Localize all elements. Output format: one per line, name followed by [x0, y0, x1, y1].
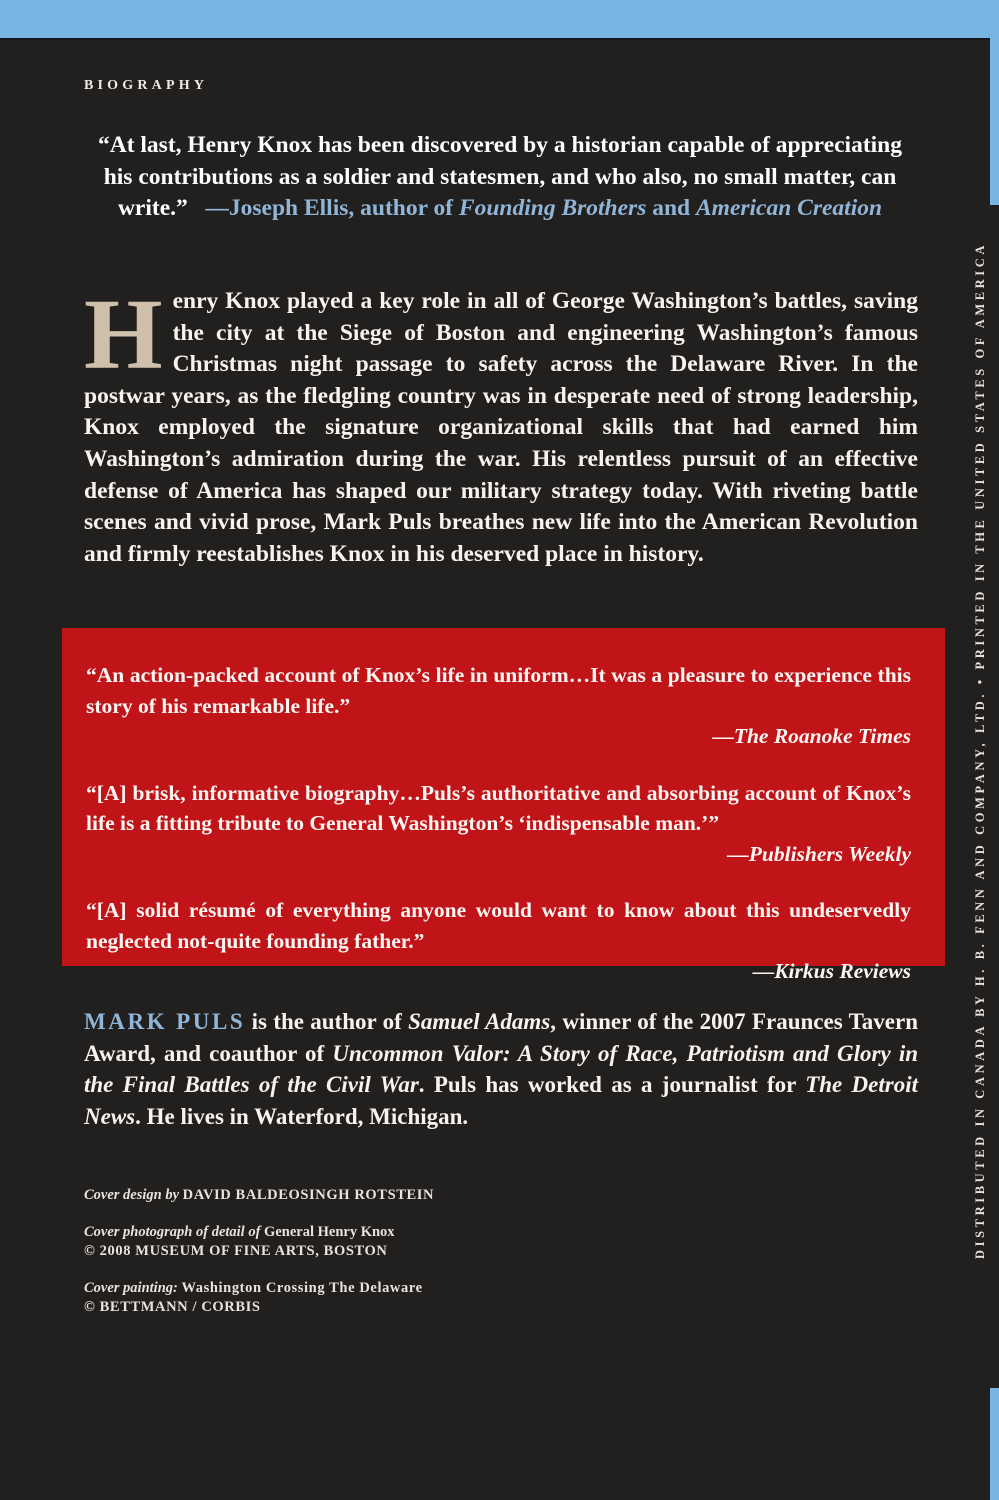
blurb-title-american-creation: American Creation [696, 195, 883, 221]
spine-imprint-text [961, 0, 999, 1500]
book-description-text: enry Knox played a key role in all of George Washington’s battles, saving the city at the Siege of Boston and engineering Washington’s famous Christmas night passage to safety across the Delaware River. In the postwar years, as the fledgling country was in desperate need of strong leadership, Knox employed the signature organizational skills that had earned him Washington’s admiration during the war. His relentless pursuit of an effective defense of America has shaped our military strategy today. With riveting battle scenes and vivid prose, Mark Puls breathes new life into the American Revolution and firmly reestablishes Knox in his deserved place in history. [84, 288, 918, 567]
author-bio-title-samuel-adams: Samuel Adams [408, 1009, 551, 1034]
credit-label: Cover design by [84, 1187, 180, 1203]
review-quote-text: “An action-packed account of Knox’s life in uniform…It was a pleasure to experience this story of his remarkable life.” [86, 663, 911, 718]
credit-cover-painting [84, 1279, 784, 1317]
credit-cover-design [84, 1186, 784, 1205]
author-bio-title-uncommon-valor: Uncommon Valor: A Story of Race, Patriotism and Glory in the Final Battles of the Civil War [84, 1040, 919, 1097]
author-bio-part-3: . Puls has worked as a journalist for [418, 1072, 806, 1097]
review-quote [86, 778, 911, 870]
review-quote-text: “[A] brisk, informative biography…Puls’s authoritative and absorbing account of Knox’s life is a fitting tribute to General Washington’s ‘indispensable man.’” [86, 780, 911, 835]
author-bio-part-2: , winner of the 2007 Fraunces Tavern Award, and coauthor of [84, 1009, 919, 1066]
credit-secondary-line: © BETTMANN / CORBIS [84, 1299, 261, 1315]
review-quote [86, 895, 911, 987]
front-blurb [84, 130, 916, 225]
review-quote-source: —The Roanoke Times [712, 724, 911, 748]
cover-credits [84, 1186, 784, 1317]
credit-value: Washington Crossing The Delaware [181, 1280, 423, 1296]
credit-label: Cover painting: [84, 1280, 178, 1296]
drop-cap-letter: H [84, 278, 163, 390]
book-description [84, 278, 918, 570]
credit-cover-photograph [84, 1223, 784, 1261]
cover-content [0, 38, 999, 1500]
review-quote-text: “[A] solid résumé of everything anyone would want to know about this undeservedly neglected not-quite founding father.” [86, 898, 911, 953]
review-quote [86, 660, 911, 752]
credit-label: Cover photograph of detail of [84, 1224, 261, 1240]
category-kicker: BIOGRAPHY [84, 78, 209, 93]
author-bio [84, 1006, 918, 1132]
blurb-attribution [194, 195, 882, 221]
blurb-attribution-conjunction: and [652, 195, 691, 221]
review-quotes-box [62, 628, 945, 983]
credit-secondary-line: © 2008 MUSEUM OF FINE ARTS, BOSTON [84, 1243, 388, 1259]
blurb-quote-text: “At last, Henry Knox has been discovered by a historian capable of appreciating his contributions as a soldier and statesmen, and who also, no small matter, can write.” [97, 132, 903, 221]
author-bio-title-detroit-news: The Detroit News [84, 1072, 918, 1129]
credit-value: DAVID BALDEOSINGH ROTSTEIN [182, 1187, 435, 1203]
review-quote-source: —Kirkus Reviews [752, 959, 911, 983]
blurb-title-founding-brothers: Founding Brothers [458, 195, 647, 221]
top-blue-band [0, 0, 999, 38]
author-bio-part-1: is the author of [245, 1009, 409, 1034]
blurb-attribution-lead: —Joseph Ellis, author of [205, 195, 454, 221]
review-quote-source: —Publishers Weekly [727, 841, 911, 866]
spine-imprint-label: DISTRIBUTED IN CANADA BY H. B. FENN AND COMPANY, LTD. • PRINTED IN THE UNITED STATES OF AMERICA [972, 241, 987, 1259]
author-bio-part-4: . He lives in Waterford, Michigan. [135, 1103, 469, 1129]
credit-value: General Henry Knox [264, 1224, 395, 1240]
author-name: MARK PULS [84, 1009, 246, 1034]
